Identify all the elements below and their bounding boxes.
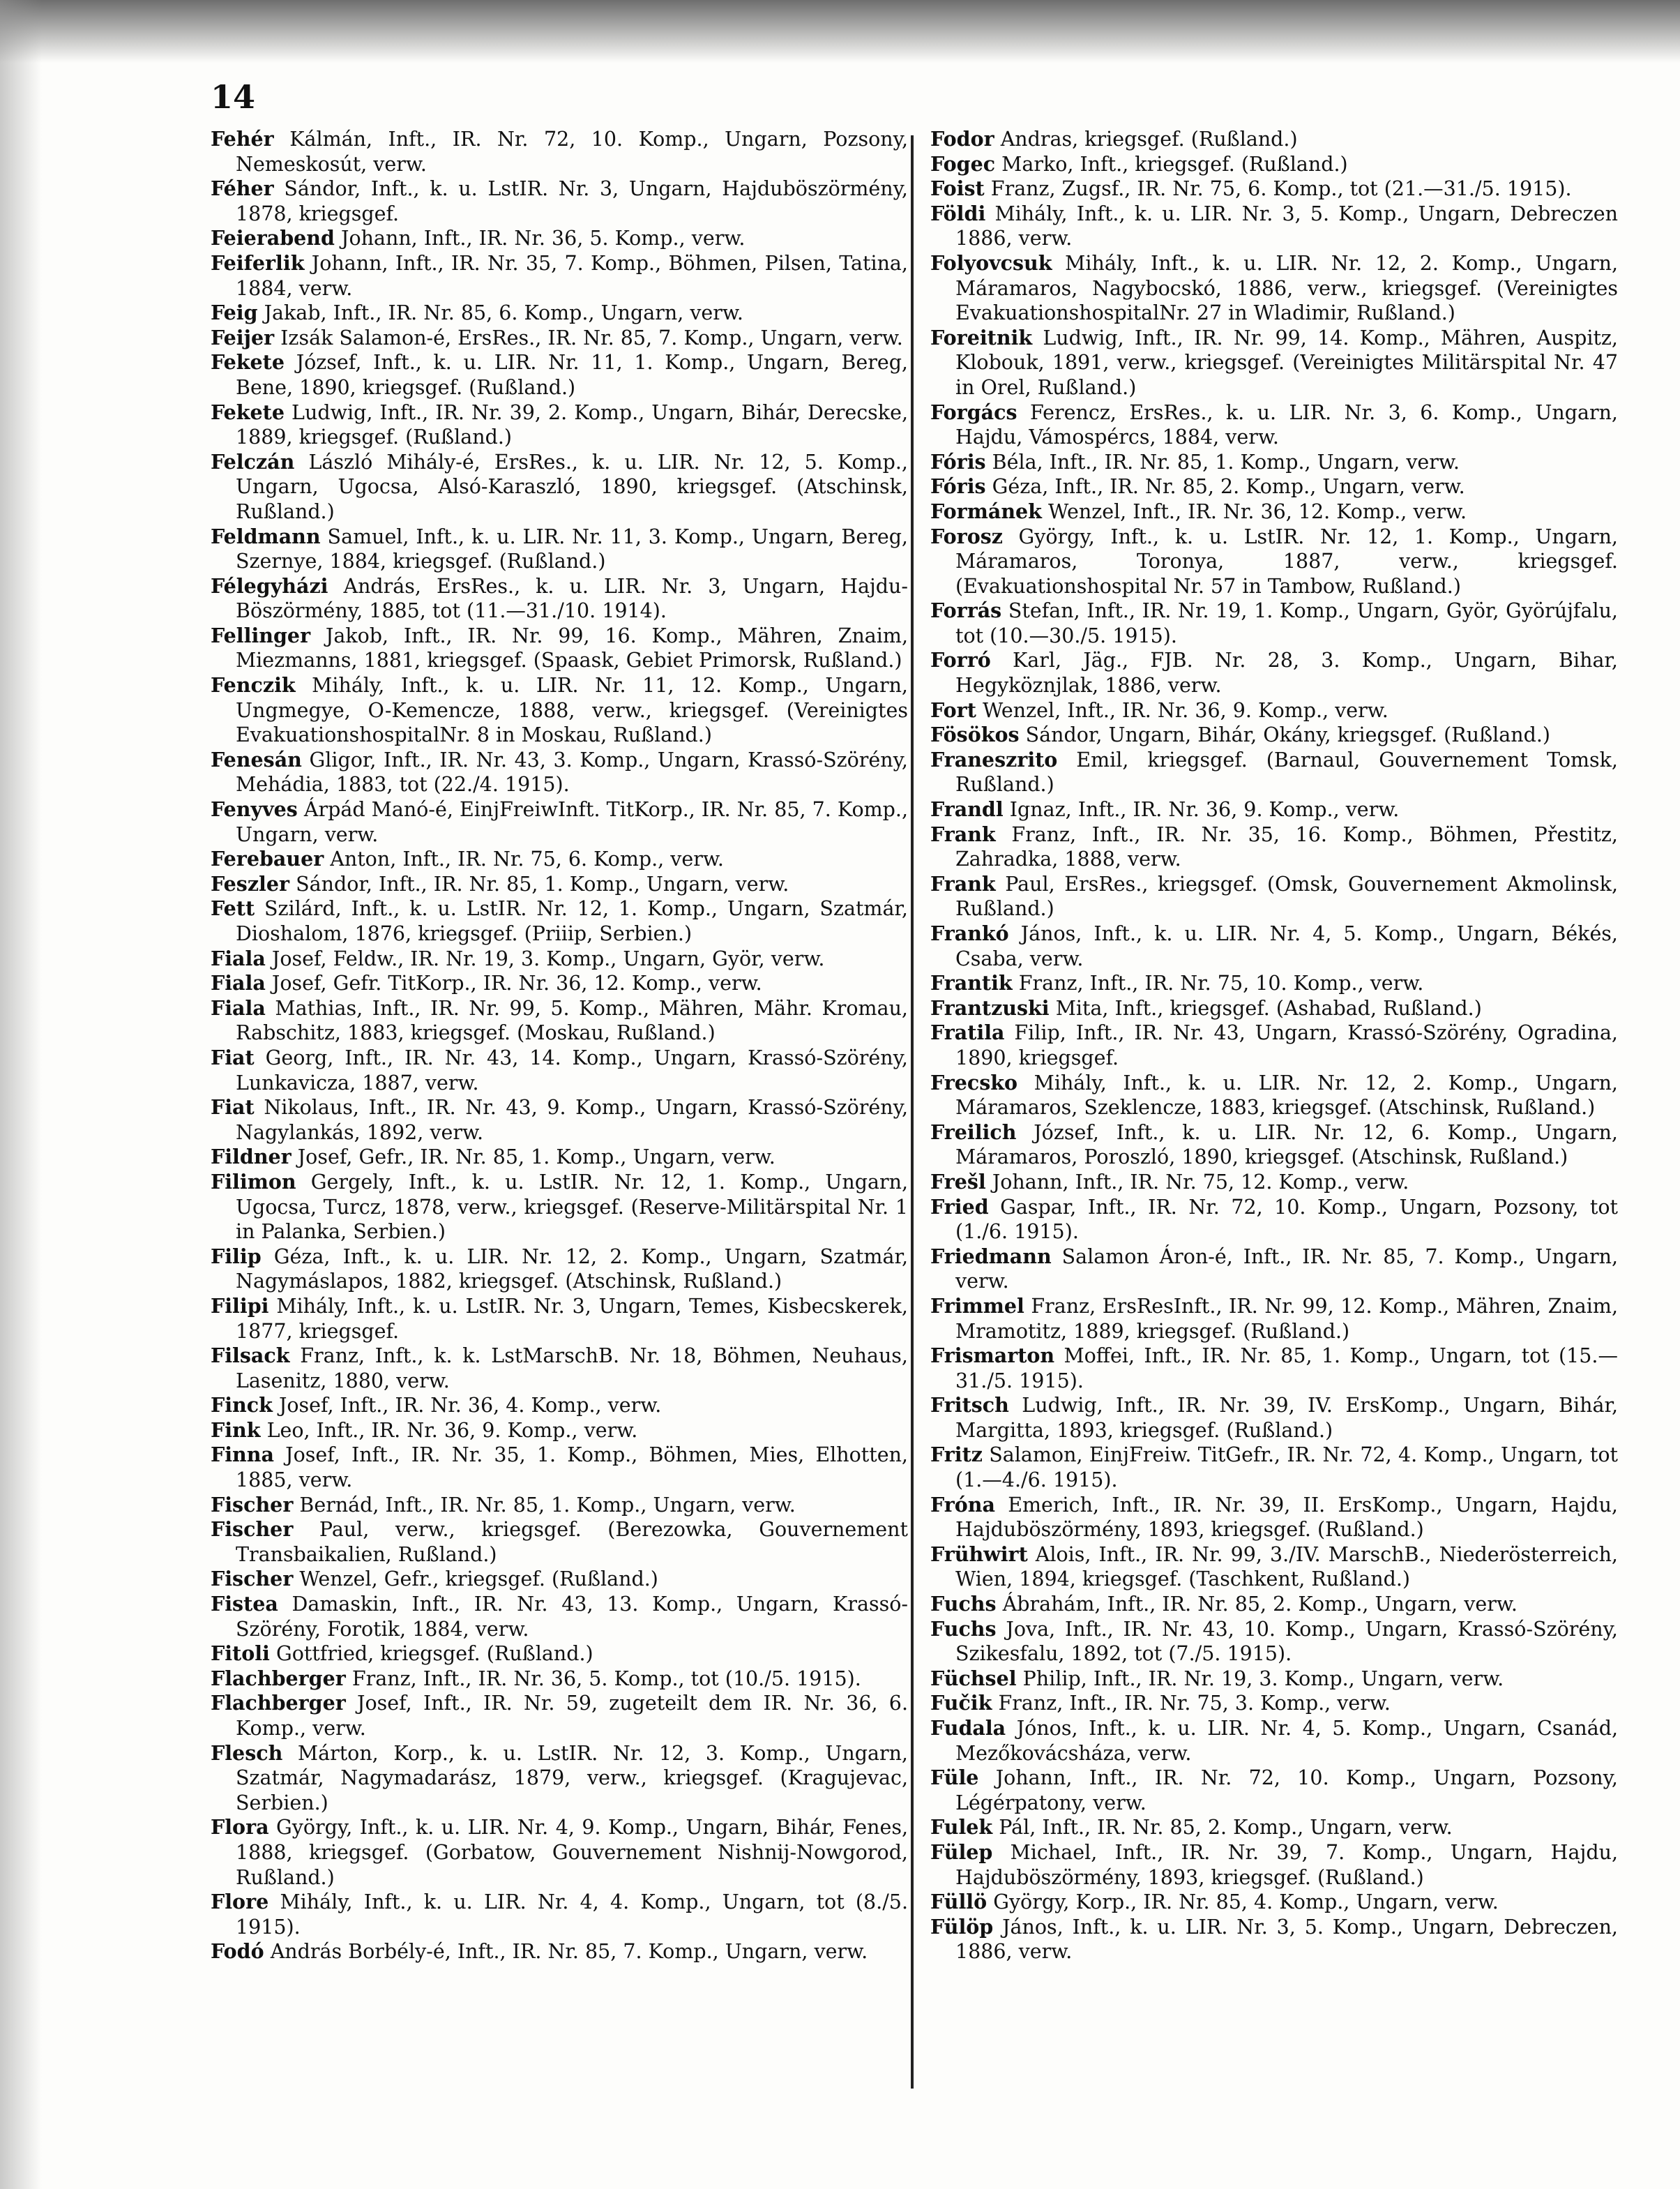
register-entry [930,202,1618,251]
register-entry [211,1046,908,1095]
entry-surname: Fiala [211,971,266,995]
entry-details: Salamon Áron-é, Inft., IR. Nr. 85, 7. Komp., Ungarn, verw. [955,1244,1618,1293]
register-entry [211,971,908,996]
register-entry [211,1344,908,1393]
register-entry [930,922,1618,971]
entry-details: Franz, Inft., IR. Nr. 75, 3. Komp., verw. [998,1692,1391,1715]
register-entry [211,1567,908,1592]
entry-surname: Fudala [930,1716,1006,1740]
entry-details: Karl, Jäg., FJB. Nr. 28, 3. Komp., Ungarn, Bihar, Hegyköznjlak, 1886, verw. [955,649,1618,698]
register-entry [211,947,908,972]
entry-surname: Formánek [930,499,1042,523]
register-entry [930,698,1618,723]
entry-details: György, Inft., k. u. LstIR. Nr. 12, 1. Komp., Ungarn, Máramaros, Toronya, 1887, verw., kriegsgef. (Evakuationshospital Nr. 57 in Tambow, Rußland.) [955,525,1618,598]
entry-surname: Fülep [930,1840,993,1864]
entry-details: Stefan, Inft., IR. Nr. 19, 1. Komp., Ungarn, Györ, Györújfalu, tot (10.—30./5. 1915). [955,599,1618,647]
entry-surname: Fritsch [930,1393,1009,1417]
entry-details: Ábrahám, Inft., IR. Nr. 85, 2. Komp., Ungarn, verw. [1002,1593,1518,1616]
entry-surname: Folyovcsuk [930,250,1052,275]
register-entry [211,1815,908,1890]
register-entry [930,525,1618,599]
register-entry [930,1443,1618,1492]
register-entry [930,176,1618,202]
entry-surname: Frecsko [930,1070,1018,1094]
entry-surname: Forró [930,648,991,672]
entry-surname: Fenyves [211,797,298,822]
entry-details: Pál, Inft., IR. Nr. 85, 2. Komp., Ungarn, verw. [999,1816,1453,1840]
right-column [930,127,1618,1964]
entry-details: Sándor, Ungarn, Bihár, Okány, kriegsgef. (Rußland.) [1025,723,1550,747]
register-entry [930,1195,1618,1244]
entry-details: Gaspar, Inft., IR. Nr. 72, 10. Komp., Ungarn, Pozsony, tot (1./6. 1915). [955,1195,1618,1244]
entry-details: Sándor, Inft., IR. Nr. 85, 1. Komp., Ungarn, verw. [296,872,789,896]
entry-details: Josef, Gefr., IR. Nr. 85, 1. Komp., Ungarn, verw. [297,1145,775,1169]
register-entry [211,176,908,226]
entry-details: Johann, Inft., IR. Nr. 75, 12. Komp., verw. [992,1170,1409,1194]
register-entry [930,1120,1618,1170]
entry-surname: Fóris [930,474,986,499]
left-column [211,127,908,1964]
entry-details: Andras, kriegsgef. (Rußland.) [1000,128,1298,151]
entry-surname: Flachberger [211,1691,346,1715]
entry-details: Ferencz, ErsRes., k. u. LIR. Nr. 3, 6. Komp., Ungarn, Hajdu, Vámospércs, 1884, verw. [955,400,1618,449]
register-entry [211,1443,908,1492]
entry-surname: Flore [211,1890,269,1914]
register-entry [211,1393,908,1418]
entry-details: Mita, Inft., kriegsgef. (Ashabad, Rußland.) [1055,996,1482,1020]
register-entry [930,1667,1618,1692]
register-entry [930,1840,1618,1890]
page-number: 14 [211,78,256,116]
entry-details: Josef, Gefr. TitKorp., IR. Nr. 36, 12. Komp., verw. [271,972,762,995]
register-entry [211,1170,908,1244]
register-entry [930,648,1618,698]
entry-surname: Frismarton [930,1344,1055,1368]
register-entry [930,1021,1618,1070]
entry-details: Ludwig, Inft., IR. Nr. 39, IV. ErsKomp., Ungarn, Bihár, Margitta, 1893, kriegsgef. (Rußland.) [955,1394,1618,1442]
entry-surname: Füchsel [930,1666,1017,1690]
entry-details: Mihály, Inft., k. u. LIR. Nr. 11, 12. Komp., Ungarn, Ungmegye, O-Kemencze, 1888, verw., kriegsgef. (Vereinigtes EvakuationshospitalNr. 8 in Moskau, Rußland.) [236,674,908,747]
entry-surname: Filimon [211,1169,296,1194]
entry-details: Gottfried, kriegsgef. (Rußland.) [275,1642,593,1666]
entry-details: András Borbély-é, Inft., IR. Nr. 85, 7. Komp., Ungarn, verw. [270,1940,868,1964]
register-entry [211,1890,908,1939]
entry-details: András, ErsRes., k. u. LIR. Nr. 3, Ungarn, Hajdu-Böszörmény, 1885, tot (11.—31./10. 1914). [236,574,909,623]
entry-surname: Fóris [930,449,986,474]
register-entry [211,996,908,1046]
entry-details: Jakob, Inft., IR. Nr. 99, 16. Komp., Mähren, Znaim, Miezmanns, 1881, kriegsgef. (Spaask, Gebiet Primorsk, Rußland.) [236,624,909,672]
entry-surname: Fischer [211,1492,294,1517]
entry-surname: Frank [930,822,996,846]
entry-surname: Feig [211,301,258,325]
register-entry [211,1244,908,1294]
entry-details: Mihály, Inft., k. u. LstIR. Nr. 3, Ungarn, Temes, Kisbecskerek, 1877, kriegsgef. [236,1294,908,1343]
register-entry [930,599,1618,648]
register-entry [930,1716,1618,1766]
entry-surname: Frantzuski [930,995,1050,1020]
register-entry [930,797,1618,822]
register-entry [930,1542,1618,1592]
entry-details: Salamon, EinjFreiw. TitGefr., IR. Nr. 72, 4. Komp., Ungarn, tot (1.—4./6. 1915). [955,1443,1618,1492]
entry-details: Márton, Korp., k. u. LstIR. Nr. 12, 3. Komp., Ungarn, Szatmár, Nagymadarász, 1879, verw., kriegsgef. (Kragujevac, Serbien.) [236,1741,908,1814]
entry-surname: Forgács [930,400,1017,424]
entry-surname: Fiala [211,946,266,970]
register-entry [930,326,1618,400]
register-entry [211,226,908,251]
register-entry [930,1071,1618,1120]
entry-details: Alois, Inft., IR. Nr. 99, 3./IV. MarschB., Niederösterreich, Wien, 1894, kriegsgef. (Taschkent, Rußland.) [955,1542,1618,1591]
register-entry [211,326,908,351]
entry-details: György, Inft., k. u. LIR. Nr. 4, 9. Komp., Ungarn, Bihár, Fenes, 1888, kriegsgef. (Gorbatow, Gouvernement Nishnij-Nowgorod, Rußland.) [236,1816,909,1889]
entry-details: Paul, verw., kriegsgef. (Berezowka, Gouvernement Transbaikalien, Rußland.) [236,1518,908,1566]
column-divider [911,135,914,2089]
register-entry [211,673,908,748]
entry-details: Georg, Inft., IR. Nr. 43, 14. Komp., Ungarn, Krassó-Szörény, Lunkavicza, 1887, verw. [236,1046,908,1094]
entry-surname: Franeszrito [930,747,1058,772]
register-entry [211,1641,908,1667]
entry-surname: Féher [211,176,274,201]
entry-surname: Fischer [211,1517,294,1542]
entry-details: Géza, Inft., k. u. LIR. Nr. 12, 2. Komp., Ungarn, Szatmár, Nagymáslapos, 1882, kriegsgef. (Atschinsk, Rußland.) [236,1244,908,1293]
entry-surname: Fenesán [211,747,302,772]
entry-details: Franz, Inft., IR. Nr. 36, 5. Komp., tot (10./5. 1915). [351,1667,861,1690]
register-entry [930,251,1618,326]
entry-surname: Fuchs [930,1592,997,1616]
register-entry [211,400,908,450]
entry-details: Franz, ErsResInft., IR. Nr. 99, 12. Komp., Mähren, Znaim, Mramotitz, 1889, kriegsgef. (Rußland.) [955,1294,1618,1343]
entry-details: Árpád Manó-é, EinjFreiwInft. TitKorp., IR. Nr. 85, 7. Komp., Ungarn, verw. [236,798,908,846]
register-entry [930,1766,1618,1815]
entry-details: Wenzel, Inft., IR. Nr. 36, 9. Komp., verw. [982,698,1388,722]
entry-details: Emerich, Inft., IR. Nr. 39, II. ErsKomp., Ungarn, Hajdu, Hajduböszörmény, 1893, kriegsgef. (Rußland.) [955,1493,1618,1542]
entry-details: Johann, Inft., IR. Nr. 72, 10. Komp., Ungarn, Pozsony, Légérpatony, verw. [955,1766,1618,1814]
entry-surname: Fried [930,1194,989,1219]
entry-details: László Mihály-é, ErsRes., k. u. LIR. Nr. 12, 5. Komp., Ungarn, Ugocsa, Alsó-Karaszló, 1890, kriegsgef. (Atschinsk, Rußland.) [236,450,908,523]
entry-details: Géza, Inft., IR. Nr. 85, 2. Komp., Ungarn, verw. [992,475,1465,499]
entry-details: János, Inft., k. u. LIR. Nr. 3, 5. Komp., Ungarn, Debreczen, 1886, verw. [955,1915,1618,1964]
register-entry [211,872,908,897]
entry-surname: Füle [930,1766,979,1790]
register-entry [211,450,908,525]
entry-surname: Fiat [211,1095,255,1120]
entry-surname: Fučik [930,1691,992,1715]
entry-surname: Filipi [211,1293,269,1318]
entry-surname: Ferebauer [211,847,324,871]
register-entry [211,525,908,574]
entry-details: Anton, Inft., IR. Nr. 75, 6. Komp., verw. [330,848,724,871]
entry-details: Sándor, Inft., k. u. LstIR. Nr. 3, Ungarn, Hajduböszörmény, 1878, kriegsgef. [236,177,908,225]
entry-surname: Fodó [211,1939,264,1964]
entry-details: Ludwig, Inft., IR. Nr. 39, 2. Komp., Ungarn, Bihár, Derecske, 1889, kriegsgef. (Rußland.) [236,400,909,449]
register-entry [930,127,1618,152]
entry-details: Damaskin, Inft., IR. Nr. 43, 13. Komp., Ungarn, Krassó-Szörény, Forotik, 1884, verw. [236,1593,909,1641]
register-entry [930,450,1618,475]
entry-details: Ignaz, Inft., IR. Nr. 36, 9. Komp., verw. [1009,798,1400,822]
register-entry [211,1418,908,1443]
entry-details: Wenzel, Gefr., kriegsgef. (Rußland.) [299,1567,658,1591]
entry-surname: Fulek [930,1815,993,1840]
entry-details: György, Korp., IR. Nr. 85, 4. Komp., Ungarn, verw. [993,1890,1499,1914]
register-entry [211,1095,908,1145]
entry-surname: Frandl [930,797,1004,822]
register-entry [211,1939,908,1964]
entry-surname: Frankó [930,922,1009,945]
entry-details: Josef, Inft., IR. Nr. 36, 4. Komp., verw. [278,1394,662,1417]
entry-surname: Feszler [211,871,290,896]
register-entry [930,1592,1618,1617]
entry-surname: Feierabend [211,226,335,250]
entry-details: Franz, Inft., IR. Nr. 35, 16. Komp., Böhmen, Přestitz, Zahradka, 1888, verw. [955,822,1618,871]
entry-surname: Felczán [211,449,295,474]
entry-surname: Félegyházi [211,573,328,598]
entry-surname: Frešl [930,1169,986,1194]
entry-details: József, Inft., k. u. LIR. Nr. 12, 6. Komp., Ungarn, Máramaros, Poroszló, 1890, kriegsgef. (Atschinsk, Rußland.) [955,1120,1618,1169]
entry-details: Josef, Inft., IR. Nr. 59, zugeteilt dem IR. Nr. 36, 6. Komp., verw. [236,1692,909,1740]
register-entry [211,251,908,301]
register-entry [930,1815,1618,1840]
register-entry [211,624,908,673]
entry-surname: Fellinger [211,623,311,647]
entry-details: Leo, Inft., IR. Nr. 36, 9. Komp., verw. [266,1418,638,1442]
entry-surname: Foreitnik [930,325,1033,349]
entry-details: Michael, Inft., IR. Nr. 39, 7. Komp., Ungarn, Hajdu, Hajduböszörmény, 1893, kriegsgef. (Rußland.) [955,1840,1619,1889]
register-entry [930,1493,1618,1542]
entry-details: Szilárd, Inft., k. u. LstIR. Nr. 12, 1. Komp., Ungarn, Szatmár, Dioshalom, 1876, kriegsgef. (Priiip, Serbien.) [236,897,908,945]
register-entry [930,822,1618,872]
entry-surname: Finck [211,1393,273,1417]
entry-surname: Fösökos [930,723,1020,747]
register-entry [211,1517,908,1567]
register-entry [930,1691,1618,1716]
entry-details: Franz, Zugsf., IR. Nr. 75, 6. Komp., tot (21.—31./5. 1915). [990,177,1572,201]
entry-details: Mihály, Inft., k. u. LIR. Nr. 4, 4. Komp., Ungarn, tot (8./5. 1915). [236,1890,908,1939]
entry-details: Marko, Inft., kriegsgef. (Rußland.) [1001,152,1348,176]
register-entry [211,797,908,847]
register-entry [930,1890,1618,1915]
entry-details: Kálmán, Inft., IR. Nr. 72, 10. Komp., Ungarn, Pozsony, Nemeskosút, verw. [236,128,908,176]
entry-surname: Forosz [930,524,1003,548]
entry-surname: Fratila [930,1021,1005,1045]
entry-details: Mihály, Inft., k. u. LIR. Nr. 12, 2. Komp., Ungarn, Máramaros, Nagybocskó, 1886, verw., kriegsgef. (Vereinigtes EvakuationshospitalNr. 27 in Wladimir, Rußland.) [955,251,1619,325]
entry-details: Emil, kriegsgef. (Barnaul, Gouvernement Tomsk, Rußland.) [955,748,1618,797]
register-entry [211,350,908,400]
register-entry [930,1393,1618,1443]
entry-details: Philip, Inft., IR. Nr. 19, 3. Komp., Ungarn, verw. [1022,1667,1504,1690]
entry-surname: Fenczik [211,673,296,698]
register-entry [930,1170,1618,1195]
entry-surname: Fiat [211,1045,255,1069]
entry-details: Moffei, Inft., IR. Nr. 85, 1. Komp., Ungarn, tot (15.—31./5. 1915). [955,1344,1618,1392]
register-entry [211,1145,908,1170]
entry-surname: Frank [930,871,996,896]
register-entry [930,1617,1618,1667]
register-entry [211,1691,908,1740]
entry-details: Jakab, Inft., IR. Nr. 85, 6. Komp., Ungarn, verw. [264,301,743,325]
entry-surname: Fiala [211,995,266,1020]
entry-details: Josef, Inft., IR. Nr. 35, 1. Komp., Böhmen, Mies, Elhotten, 1885, verw. [236,1443,908,1492]
entry-surname: Fodor [930,127,994,151]
register-entry [930,499,1618,525]
entry-surname: Fort [930,698,976,722]
entry-details: Gergely, Inft., k. u. LstIR. Nr. 12, 1. Komp., Ungarn, Ugocsa, Turcz, 1878, verw., kriegsgef. (Reserve-Militärspital Nr. 1 in Palanka, Serbien.) [236,1170,908,1244]
entry-details: Ludwig, Inft., IR. Nr. 99, 14. Komp., Mähren, Auspitz, Klobouk, 1891, verw., kriegsgef. (Vereinigtes Militärspital Nr. 47 in Orel, Rußland.) [955,326,1618,399]
entry-surname: Fekete [211,350,285,375]
entry-details: Nikolaus, Inft., IR. Nr. 43, 9. Komp., Ungarn, Krassó-Szörény, Nagylankás, 1892, verw. [236,1096,909,1144]
register-entry [930,152,1618,177]
entry-details: Béla, Inft., IR. Nr. 85, 1. Komp., Ungarn, verw. [992,450,1460,474]
entry-details: Josef, Feldw., IR. Nr. 19, 3. Komp., Ungarn, Györ, verw. [271,947,825,970]
register-entry [930,1244,1618,1294]
register-entry [211,896,908,946]
entry-surname: Fink [211,1417,261,1442]
entry-surname: Friedmann [930,1244,1052,1268]
register-entry [930,474,1618,499]
entry-surname: Fritz [930,1443,983,1467]
entry-surname: Fróna [930,1492,995,1517]
entry-details: Gligor, Inft., IR. Nr. 43, 3. Komp., Ungarn, Krassó-Szörény, Mehádia, 1883, tot (22./4. 1915). [236,748,908,797]
entry-surname: Feijer [211,325,275,349]
entry-surname: Filip [211,1244,262,1268]
register-entry [211,127,908,176]
register-entry [930,971,1618,996]
entry-details: Jónos, Inft., k. u. LIR. Nr. 4, 5. Komp., Ungarn, Csanád, Mezőkovácsháza, verw. [955,1717,1618,1765]
entry-surname: Fischer [211,1567,294,1591]
register-entry [211,1741,908,1816]
entry-surname: Filsack [211,1344,290,1368]
entry-surname: Frantik [930,971,1013,995]
entry-surname: Fülöp [930,1914,994,1939]
register-entry [211,748,908,797]
entry-details: Mathias, Inft., IR. Nr. 99, 5. Komp., Mähren, Mähr. Kromau, Rabschitz, 1883, kriegsgef. (Moskau, Rußland.) [236,996,908,1045]
register-entry [930,400,1618,450]
entry-surname: Feiferlik [211,250,305,275]
entry-details: Mihály, Inft., k. u. LIR. Nr. 12, 2. Komp., Ungarn, Máramaros, Szeklencze, 1883, kriegsgef. (Atschinsk, Rußland.) [955,1071,1618,1120]
entry-details: Johann, Inft., IR. Nr. 35, 7. Komp., Böhmen, Pilsen, Tatina, 1884, verw. [236,251,908,300]
register-entry [211,1493,908,1518]
entry-surname: Fuchs [930,1616,997,1641]
entry-surname: Flora [211,1815,269,1840]
register-entry [930,872,1618,922]
entry-surname: Frühwirt [930,1542,1028,1566]
entry-details: Bernád, Inft., IR. Nr. 85, 1. Komp., Ungarn, verw. [299,1493,796,1517]
entry-details: Filip, Inft., IR. Nr. 43, Ungarn, Krassó-Szörény, Ogradina, 1890, kriegsgef. [955,1021,1618,1069]
entry-surname: Flesch [211,1740,283,1765]
entry-surname: Feldmann [211,524,321,548]
register-entry [211,847,908,872]
entry-surname: Fildner [211,1145,292,1169]
entry-surname: Flachberger [211,1666,346,1690]
register-entry [930,748,1618,797]
register-entry [930,1915,1618,1964]
register-entry [930,1294,1618,1344]
entry-surname: Fehér [211,127,274,151]
entry-surname: Fett [211,896,255,921]
entry-details: Franz, Inft., k. k. LstMarschB. Nr. 18, Böhmen, Neuhaus, Lasenitz, 1880, verw. [236,1344,908,1392]
entry-surname: Földi [930,201,986,225]
entry-details: Paul, ErsRes., kriegsgef. (Omsk, Gouvernement Akmolinsk, Rußland.) [955,872,1618,921]
entry-details: Franz, Inft., IR. Nr. 75, 10. Komp., verw. [1018,972,1424,995]
entry-details: Wenzel, Inft., IR. Nr. 36, 12. Komp., verw. [1048,499,1467,523]
register-entry [211,1667,908,1692]
register-entry [211,301,908,326]
entry-details: József, Inft., k. u. LIR. Nr. 11, 1. Komp., Ungarn, Bereg, Bene, 1890, kriegsgef. (Rußland.) [236,351,908,399]
register-entry [930,723,1618,748]
entry-surname: Finna [211,1443,274,1467]
register-entry [930,1344,1618,1393]
register-entry [930,996,1618,1021]
entry-surname: Frimmel [930,1293,1024,1318]
register-entry [211,1294,908,1344]
entry-surname: Füllö [930,1890,987,1914]
entry-surname: Fekete [211,400,285,424]
entry-surname: Fitoli [211,1641,270,1666]
register-entry [211,1592,908,1641]
entry-details: Mihály, Inft., k. u. LIR. Nr. 3, 5. Komp., Ungarn, Debreczen 1886, verw. [955,202,1618,250]
entry-details: Johann, Inft., IR. Nr. 36, 5. Komp., verw. [341,227,746,250]
entry-surname: Freilich [930,1120,1017,1144]
entry-details: Samuel, Inft., k. u. LIR. Nr. 11, 3. Komp., Ungarn, Bereg, Szernye, 1884, kriegsgef. (Rußland.) [236,525,908,573]
entry-surname: Forrás [930,599,1002,623]
entry-details: Izsák Salamon-é, ErsRes., IR. Nr. 85, 7. Komp., Ungarn, verw. [280,326,903,349]
entry-details: Jova, Inft., IR. Nr. 43, 10. Komp., Ungarn, Krassó-Szörény, Szikesfalu, 1892, tot (7./5. 1915). [955,1617,1618,1666]
entry-surname: Fistea [211,1592,278,1616]
register-entry [211,574,908,624]
entry-surname: Fogec [930,151,996,176]
entry-details: János, Inft., k. u. LIR. Nr. 4, 5. Komp., Ungarn, Békés, Csaba, verw. [955,922,1618,970]
entry-surname: Foist [930,176,985,201]
